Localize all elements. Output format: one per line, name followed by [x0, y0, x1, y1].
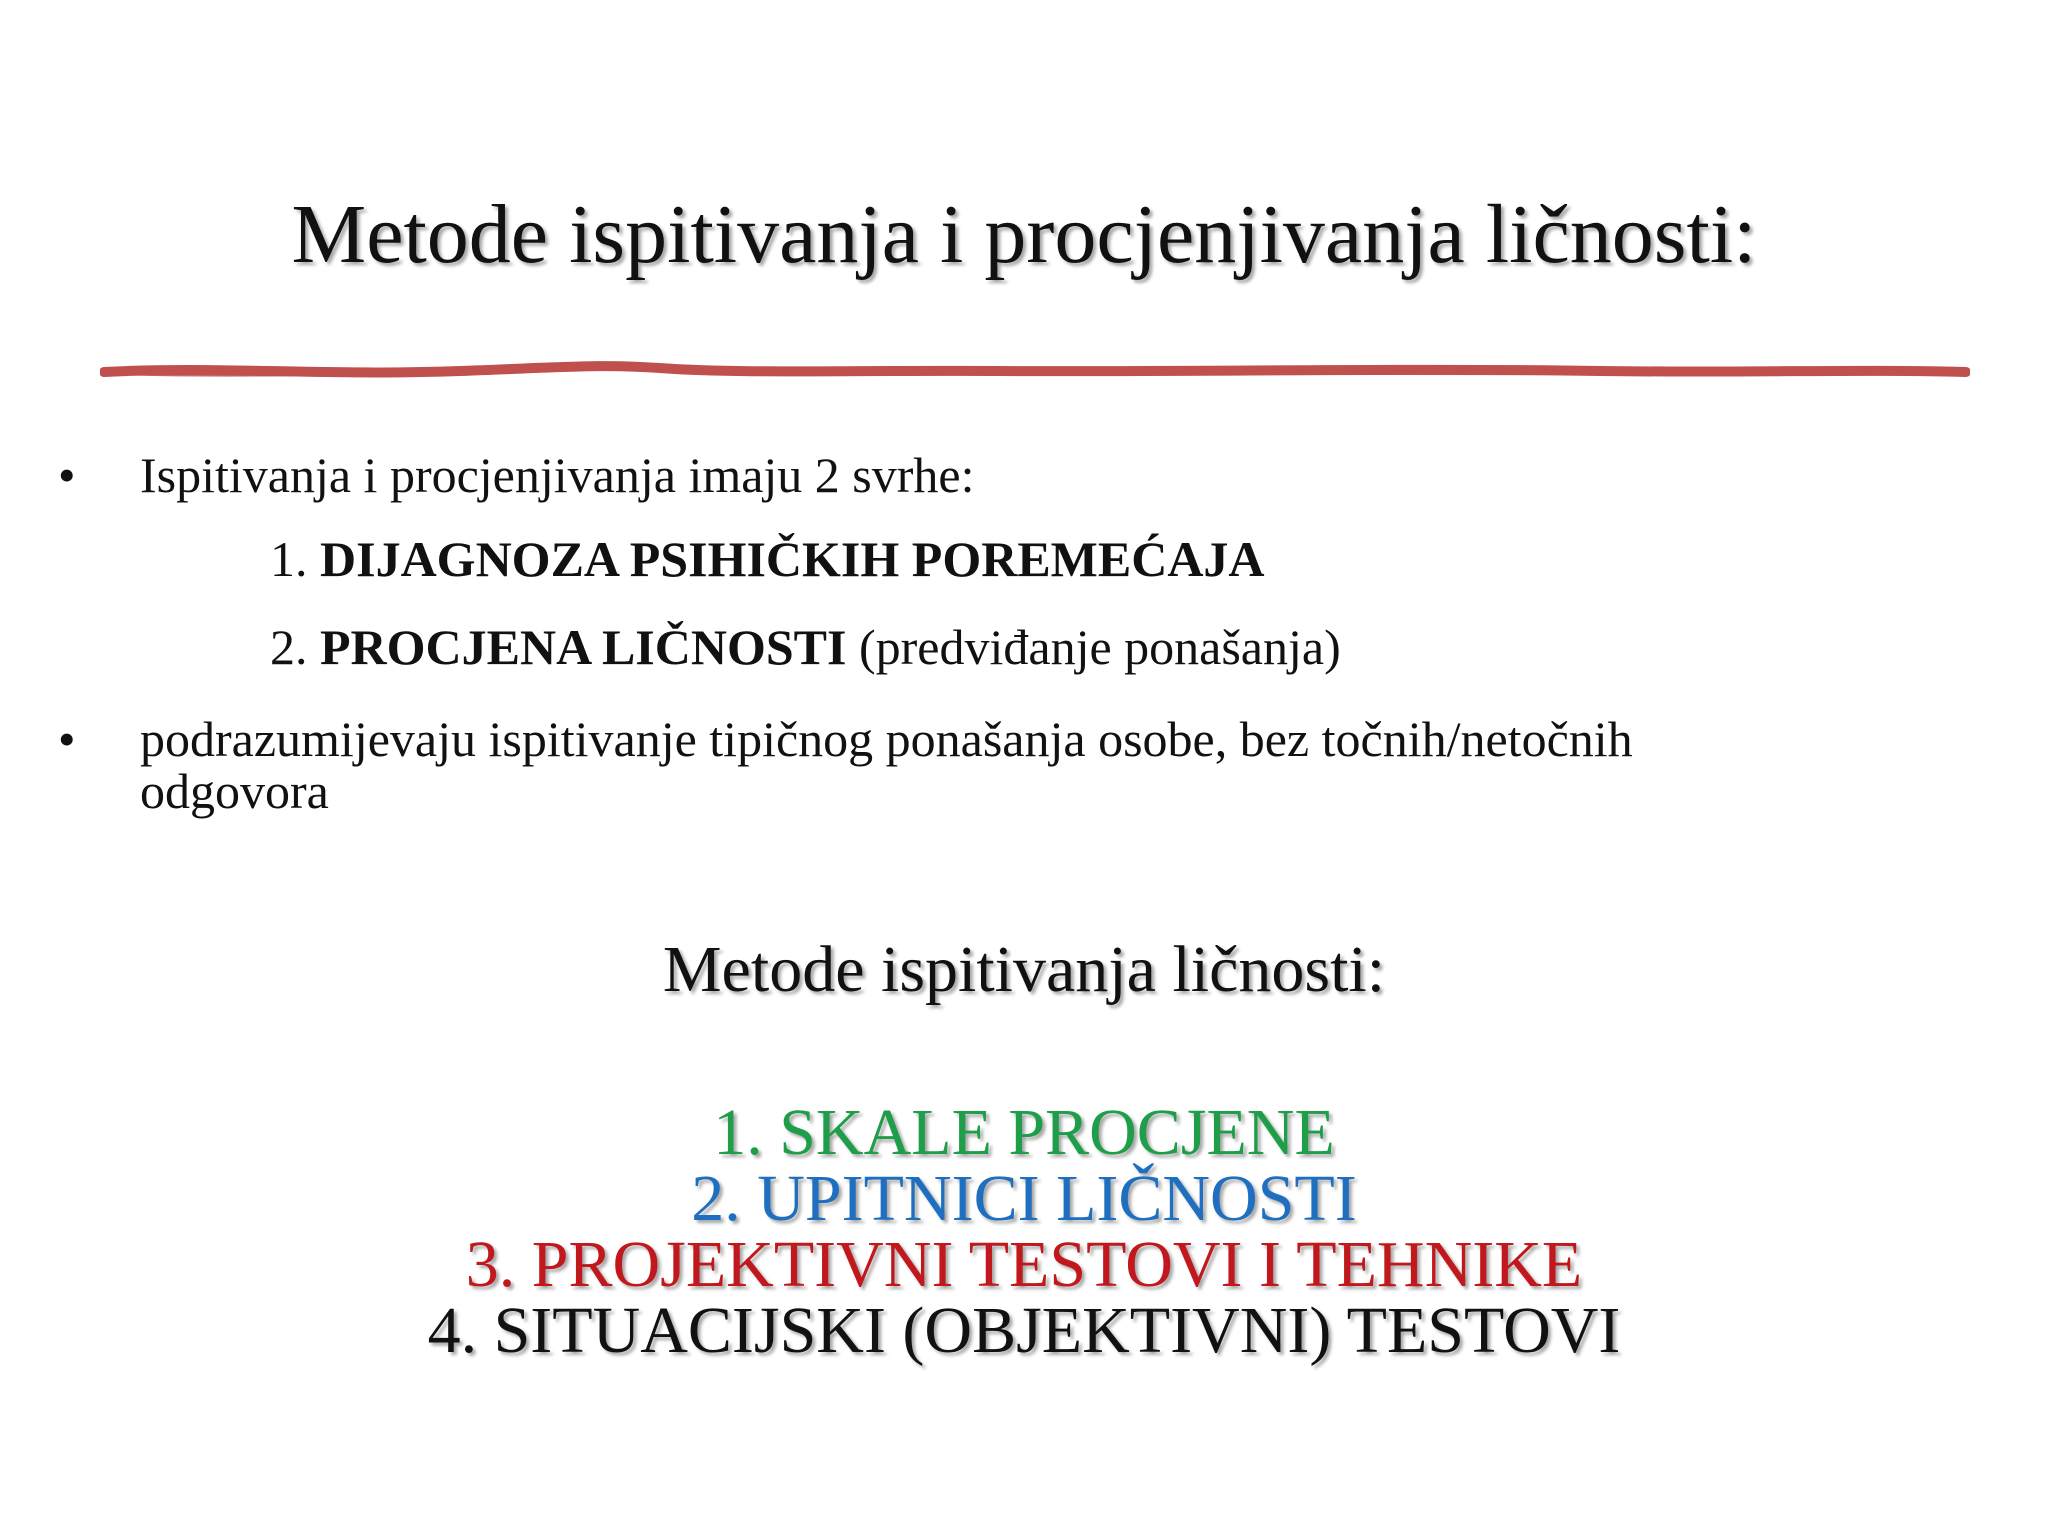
purpose-note: (predviđanje ponašanja) — [859, 619, 1341, 675]
purpose-item-1 — [270, 532, 1265, 586]
title-underline — [100, 356, 1970, 386]
purpose-bold-text: DIJAGNOZA PSIHIČKIH POREMEĆAJA — [320, 531, 1265, 587]
method-item-3: 3. PROJEKTIVNI TESTOVI I TEHNIKE — [465, 1228, 1583, 1301]
bullet-marker: • — [58, 447, 76, 503]
slide-title: Metode ispitivanja i procjenjivanja ličnosti: — [291, 188, 1757, 281]
bullet-text: Ispitivanja i procjenjivanja imaju 2 svrhe: — [140, 447, 975, 503]
bullet-marker: • — [58, 711, 76, 767]
methods-heading: Metode ispitivanja ličnosti: — [662, 933, 1386, 1006]
method-item-1: 1. SKALE PROCJENE — [713, 1096, 1335, 1169]
methods-list — [0, 1096, 2048, 1367]
bullet-text-line1: podrazumijevaju ispitivanje tipičnog ponašanja osobe, bez točnih/netočnih — [140, 711, 1633, 767]
method-item-2: 2. UPITNICI LIČNOSTI — [691, 1162, 1357, 1235]
purpose-number: 2. — [270, 619, 308, 675]
method-item-4: 4. SITUACIJSKI (OBJEKTIVNI) TESTOVI — [427, 1294, 1621, 1367]
purpose-item-2 — [270, 620, 1341, 674]
purpose-bold-text: PROCJENA LIČNOSTI — [320, 619, 847, 675]
bullet-text-line2: odgovora — [140, 763, 329, 819]
purpose-number: 1. — [270, 531, 308, 587]
